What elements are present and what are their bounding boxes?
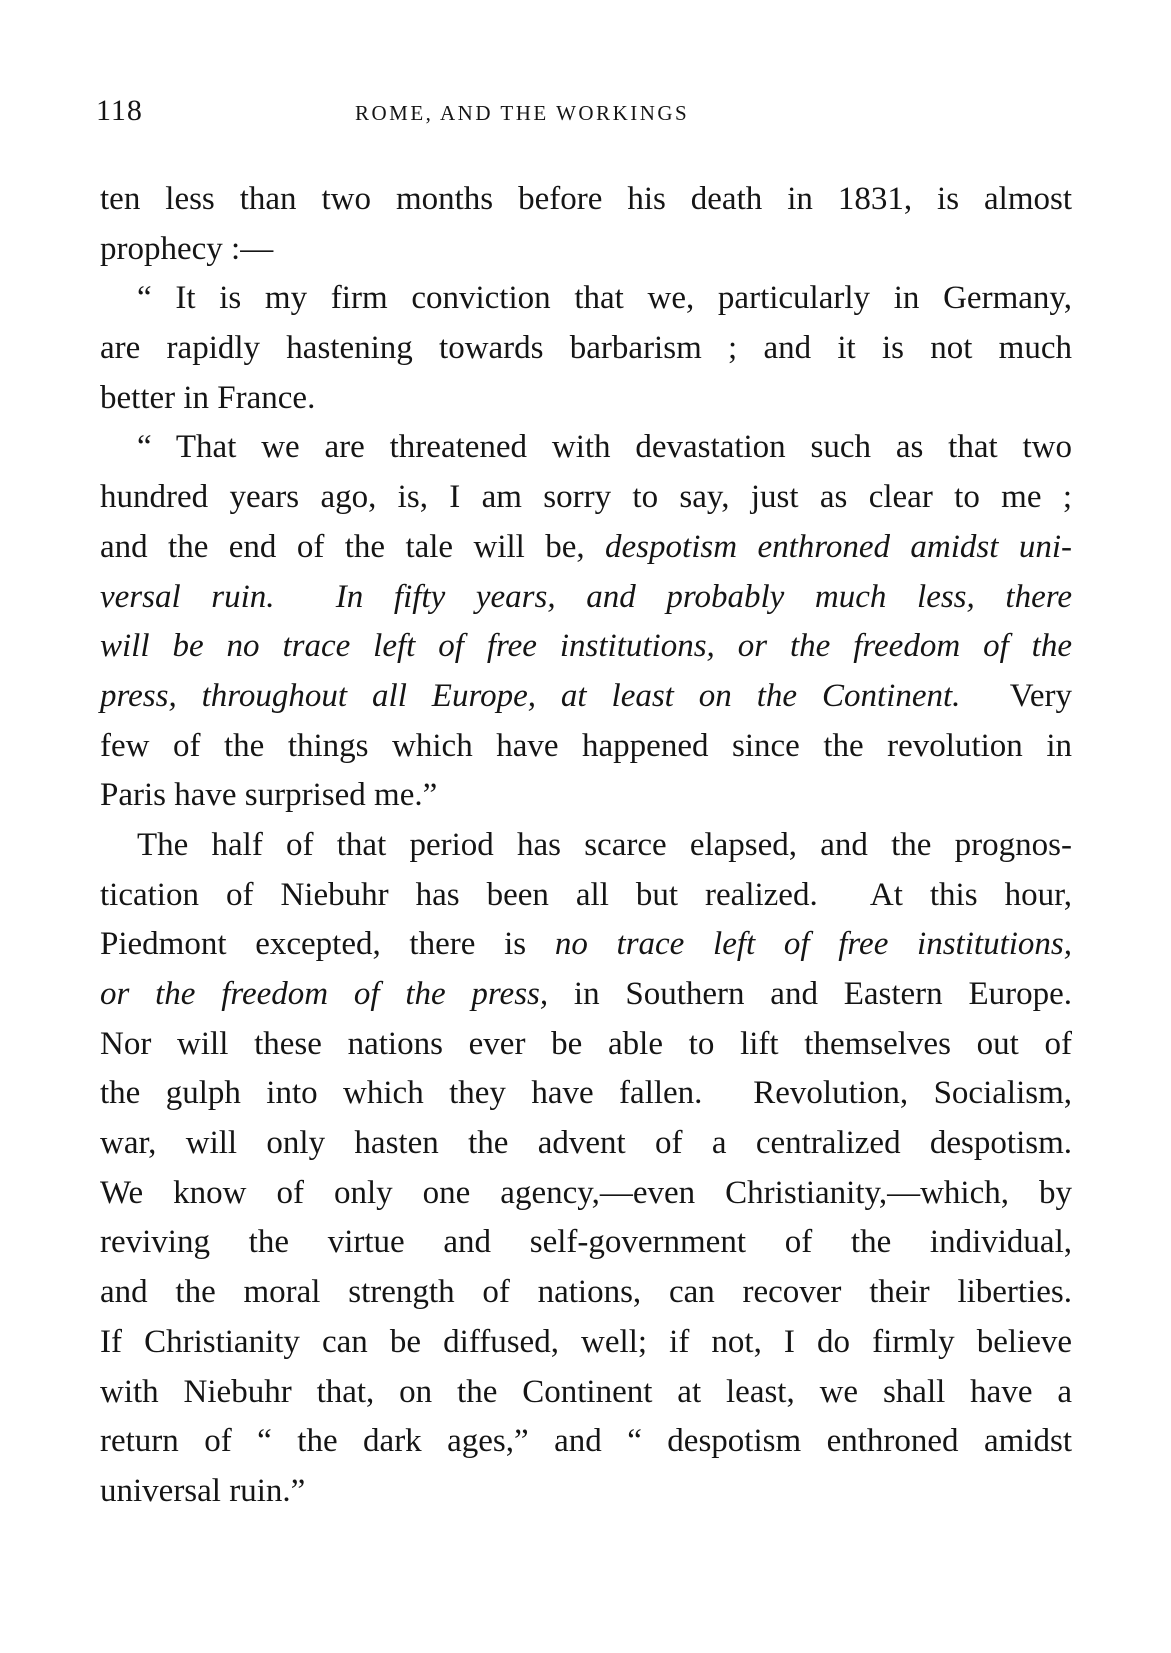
roman-text: and the moral strength of nations, can recover their liberties. bbox=[100, 1274, 1072, 1311]
roman-text: We know of only one agency,—even Christianity,—which, by bbox=[100, 1174, 1072, 1211]
text-line bbox=[100, 1268, 1072, 1318]
text-line bbox=[100, 1069, 1072, 1119]
roman-text: the gulph into which they have fallen. Revolution, Socialism, bbox=[100, 1075, 1072, 1112]
text-line bbox=[100, 771, 1072, 821]
roman-text: reviving the virtue and self-government of the individual, bbox=[100, 1224, 1072, 1261]
text-line bbox=[100, 473, 1072, 523]
text-line bbox=[100, 672, 1072, 722]
roman-text: in Southern and Eastern Europe. bbox=[548, 976, 1072, 1012]
running-head: ROME, AND THE WORKINGS bbox=[355, 101, 690, 125]
text-line bbox=[100, 1417, 1072, 1467]
roman-text: war, will only hasten the advent of a centralized despotism. bbox=[100, 1125, 1072, 1162]
roman-text: Very bbox=[960, 677, 1072, 714]
roman-text: with Niebuhr that, on the Continent at least, we shall have a bbox=[100, 1373, 1072, 1410]
text-line bbox=[100, 1368, 1072, 1418]
roman-text: “ That we are threatened with devastation such as that two bbox=[137, 429, 1072, 466]
text-line bbox=[100, 225, 1072, 275]
italic-text: despotism enthroned amidst uni- bbox=[605, 528, 1072, 565]
roman-text: Nor will these nations ever be able to lift themselves out of bbox=[100, 1025, 1072, 1062]
text-line bbox=[100, 1318, 1072, 1368]
text-line bbox=[100, 722, 1072, 772]
italic-text: versal ruin. In fifty years, and probably much less, there bbox=[100, 578, 1072, 615]
roman-text: universal ruin.” bbox=[100, 1472, 306, 1509]
text-line bbox=[100, 1119, 1072, 1169]
italic-text: or the freedom of the press, bbox=[100, 976, 549, 1012]
body-text bbox=[100, 175, 1072, 1517]
roman-text: are rapidly hastening towards barbarism ; and it is not much bbox=[100, 330, 1072, 367]
roman-text: The half of that period has scarce elapsed, and the prognos- bbox=[137, 826, 1072, 863]
roman-text: few of the things which have happened since the revolution in bbox=[100, 727, 1072, 764]
roman-text: If Christianity can be diffused, well; if not, I do firmly believe bbox=[100, 1323, 1072, 1360]
roman-text: Paris have surprised me.” bbox=[100, 777, 438, 814]
text-line bbox=[100, 374, 1072, 424]
page-number: 118 bbox=[96, 94, 143, 127]
roman-text: and the end of the tale will be, bbox=[100, 528, 606, 565]
italic-text: no trace left of free institutions, bbox=[554, 926, 1072, 963]
text-line bbox=[100, 324, 1072, 374]
text-line bbox=[100, 1169, 1072, 1219]
roman-text: Piedmont excepted, there is bbox=[100, 926, 555, 963]
text-line bbox=[100, 175, 1072, 225]
roman-text: tication of Niebuhr has been all but realized. At this hour, bbox=[100, 876, 1072, 913]
text-line bbox=[100, 1218, 1072, 1268]
text-line bbox=[100, 821, 1072, 871]
text-line bbox=[100, 920, 1072, 970]
italic-text: will be no trace left of free institutions, or the freedom of the bbox=[100, 628, 1072, 665]
roman-text: ten less than two months before his death in 1831, is almost bbox=[100, 181, 1072, 217]
roman-text: hundred years ago, is, I am sorry to say, just as clear to me ; bbox=[100, 479, 1072, 516]
text-line bbox=[100, 970, 1072, 1020]
roman-text: return of “ the dark ages,” and “ despotism enthroned amidst bbox=[100, 1423, 1072, 1460]
text-line bbox=[100, 573, 1072, 623]
text-line bbox=[100, 1467, 1072, 1517]
text-line bbox=[100, 1020, 1072, 1070]
text-line bbox=[100, 423, 1072, 473]
roman-text: prophecy :— bbox=[100, 230, 274, 267]
text-line bbox=[100, 622, 1072, 672]
italic-text: press, throughout all Europe, at least on the Continent. bbox=[100, 677, 961, 714]
text-line bbox=[100, 274, 1072, 324]
roman-text: better in France. bbox=[100, 379, 316, 416]
roman-text: “ It is my firm conviction that we, particularly in Germany, bbox=[137, 280, 1072, 317]
text-line bbox=[100, 523, 1072, 573]
text-line bbox=[100, 871, 1072, 921]
